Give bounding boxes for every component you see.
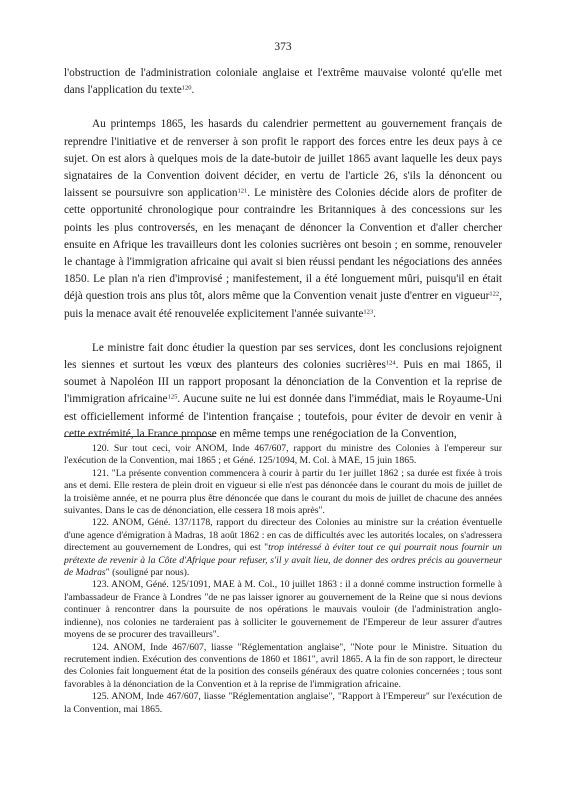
text-run: l'obstruction de l'administration coloniale anglaise et l'extrême mauvaise volonté qu'elle met dans l'application du texte xyxy=(64,67,502,97)
footnote-reference: 124 xyxy=(385,359,396,367)
page-number: 373 xyxy=(274,41,292,53)
text-run: 122. ANOM, Géné. 137/1178, rapport du directeur des Colonies au ministre sur la création éventuelle d'une agence d'émigration à Madras, 18 août 1862 : en cas de difficultés avec les autorités locales, on s'adressera directement au gouvernement de Londres, qui est " xyxy=(64,517,502,554)
text-run: 120. Sur tout ceci, voir ANOM, Inde 467/607, rapport du ministre des Colonies à l'empereur sur l'exécution de la Convention, mai 1865 ; et Géné. 125/1094, M. Col. à MAE, 15 juin 1865. xyxy=(64,443,502,467)
footnote-reference: 122 xyxy=(489,290,500,298)
text-run: 123. ANOM, Géné. 125/1091, MAE à M. Col., 10 juillet 1863 : il a donné comme instruction formelle à l'ambassadeur de France à Londres "de ne pas laisser ignorer au gouvernement de la Reine que si nous devions continuer à rencontrer dans la poursuite de nos opérations le mauvais vouloir (de l'administration anglo-indienne), nos colonies ne tarderaient pas à solliciter le gouvernement de l'Empereur de leur assurer d'autres moyens de se procurer des travailleurs". xyxy=(64,579,502,641)
text-run: . xyxy=(191,84,195,97)
text-run: 124. ANOM, Inde 467/607, liasse "Réglementation anglaise", "Note pour le Ministre. Situation du recrutement indien. Exécution des conventions de 1860 et 1861", avril 1865. A la fin de son rapport, le directeur des Colonies fait longuement état de la position des conseils généraux des quatre colonies concernées ; tous sont favorables à la dénonciation de la Convention et à la reprise de l'immigration africaine. xyxy=(64,641,502,690)
footnote-separator xyxy=(64,436,216,437)
text-run: Le ministre fait donc étudier la question par ses services, dont les conclusions rejoignent les siennes et surtout les vœux des planteurs des colonies sucrières xyxy=(64,341,502,372)
body-text xyxy=(64,65,502,460)
footnote xyxy=(64,517,502,579)
footnote-reference: 125 xyxy=(167,393,178,401)
text-run: . Puis en mai 1865, il soumet à Napoléon III un rapport proposant la dénonciation de la Convention et la reprise de l'immigration africaine xyxy=(64,359,502,406)
text-run: " (souligné par nous). xyxy=(105,567,190,579)
footnote xyxy=(64,468,502,518)
paragraph xyxy=(64,65,502,99)
text-run: . Le ministère des Colonies décide alors de profiter de cette opportunité chronologique pour contraindre les Britanniques à des concessions sur les points les plus controversés, en les menaçant de dénoncer la Convention et d'aller chercher ensuite en Afrique les travailleurs dont les colonies sucrières ont besoin ; en somme, renouveler le chantage à l'immigration africaine qui avait si bien réussi pendant les négociations des années 1850. Le plan n'a rien d'improvisé ; manifestement, il a été longuement mûri, puisqu'il en était déjà question trois ans plus tôt, alors même que la Convention venait juste d'entrer en vigueur xyxy=(64,187,502,303)
footnote-reference: 121 xyxy=(237,187,248,195)
text-run: Au printemps 1865, les hasards du calendrier permettent au gouvernement français de reprendre l'initiative et de renverser à son profit le rapport des forces entre les deux pays à ce sujet. On est alors à quelques mois de la date-butoir de juillet 1865 avant laquelle les deux pays signataires de la Convention doivent décider, en vertu de l'article 26, s'ils la dénoncent ou laissent se poursuivre son application xyxy=(64,118,502,200)
footnotes xyxy=(64,443,502,716)
paragraph xyxy=(64,340,502,443)
footnote-reference: 120 xyxy=(181,84,192,92)
footnote xyxy=(64,642,502,692)
footnote xyxy=(64,691,502,716)
footnote xyxy=(64,579,502,641)
footnote-reference: 123 xyxy=(363,308,374,316)
text-run: , puis la menace avait été renouvelée explicitement l'année suivante xyxy=(64,290,502,320)
paragraph xyxy=(64,116,502,322)
italic-quote: trop intéressé à éviter tout ce qui pourrait nous fournir un prétexte de revenir à la Côte d'Afrique pour refuser, s'il y avait lieu, de donner des ordres précis au gouverneur de Madras xyxy=(64,542,502,579)
text-run: . Aucune suite ne lui est donnée dans l'immédiat, mais le Royaume-Uni est officiellement informé de l'intention française ; toutefois, pour éviter de devoir en venir à cette extrémité, la France propose en même temps une renégociation de la Convention, xyxy=(64,393,503,440)
text-run: 121. "La présente convention commencera à courir à partir du 1er juillet 1862 ; sa durée est fixée à trois ans et demi. Elle restera de plein droit en vigueur si elle n'est pas dénoncée dans le courant du mois de juillet de la troisième année, et ne pourra plus être dénoncée que dans le courant du mois de juillet de chacune des années suivantes. Dans le cas de dénonciation, elle cessera 18 mois après". xyxy=(64,467,502,517)
text-run: . xyxy=(373,307,376,320)
footnote xyxy=(64,443,502,468)
text-run: 125. ANOM, Inde 467/607, liasse "Réglementation anglaise", "Rapport à l'Empereur" sur l'exécution de la Convention, mai 1865. xyxy=(64,691,502,715)
